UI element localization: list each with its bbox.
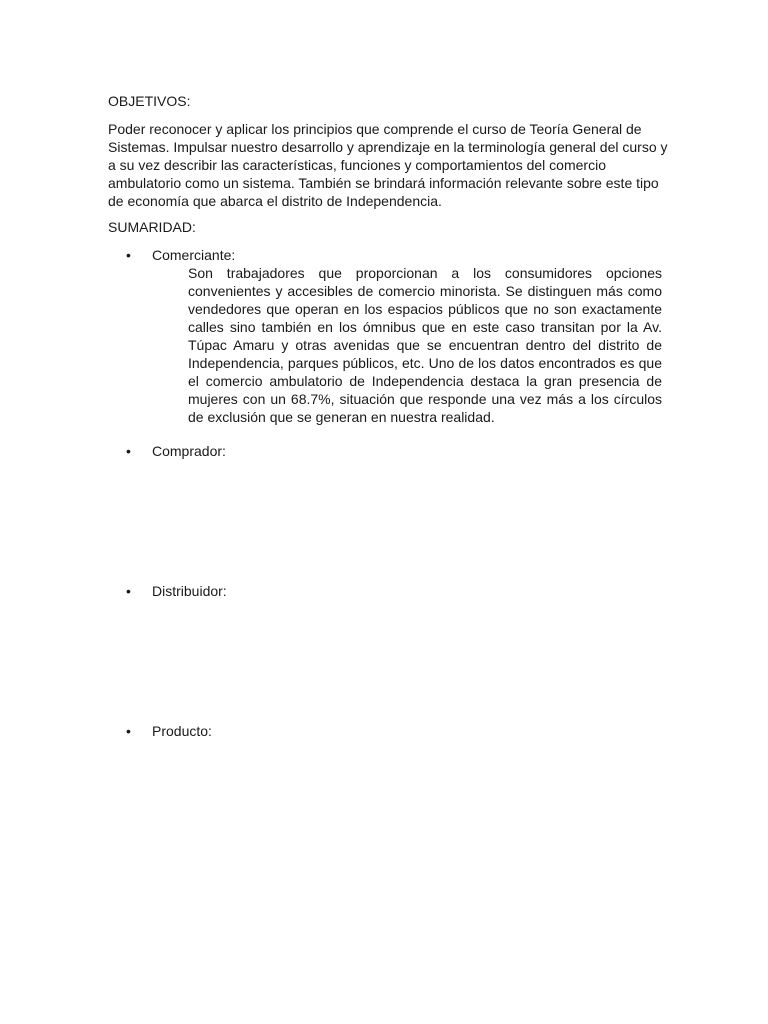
- list-item-label: Comprador:: [152, 443, 226, 459]
- bullet-icon: •: [126, 723, 131, 739]
- bullet-icon: •: [126, 247, 131, 263]
- list-item-label: Comerciante:: [152, 247, 236, 263]
- comerciante-description: Son trabajadores que proporcionan a los consumidores opciones convenientes y accesibles de comercio minorista. Se distinguen más como vendedores que operan en los espacios públicos que no son exactamente calles sino también en los ómnibus que en este caso transitan por la Av. Túpac Amaru y otras avenidas que se encuentran dentro del distrito de Independencia, parques públicos, etc. Uno de los datos encontrados es que el comercio ambulatorio de Independencia destaca la gran presencia de mujeres con un 68.7%, situación que responde una vez más a los círculos de exclusión que se generan en nuestra realidad.: [188, 265, 662, 425]
- objetivos-paragraph: Poder reconocer y aplicar los principios que comprende el curso de Teoría General de Sistemas. Impulsar nuestro desarrollo y aprendizaje en la terminología general del curso y a su vez describir las características, funciones y comportamientos del comercio ambulatorio como un sistema. También se brindará información relevante sobre este tipo de economía que abarca el distrito de Independencia.: [108, 121, 668, 209]
- objetivos-heading: OBJETIVOS:: [108, 93, 191, 109]
- list-item-label: Distribuidor:: [152, 583, 227, 599]
- bullet-icon: •: [126, 583, 131, 599]
- list-item-label: Producto:: [152, 723, 212, 739]
- bullet-icon: •: [126, 443, 131, 459]
- sumaridad-heading: SUMARIDAD:: [108, 219, 196, 235]
